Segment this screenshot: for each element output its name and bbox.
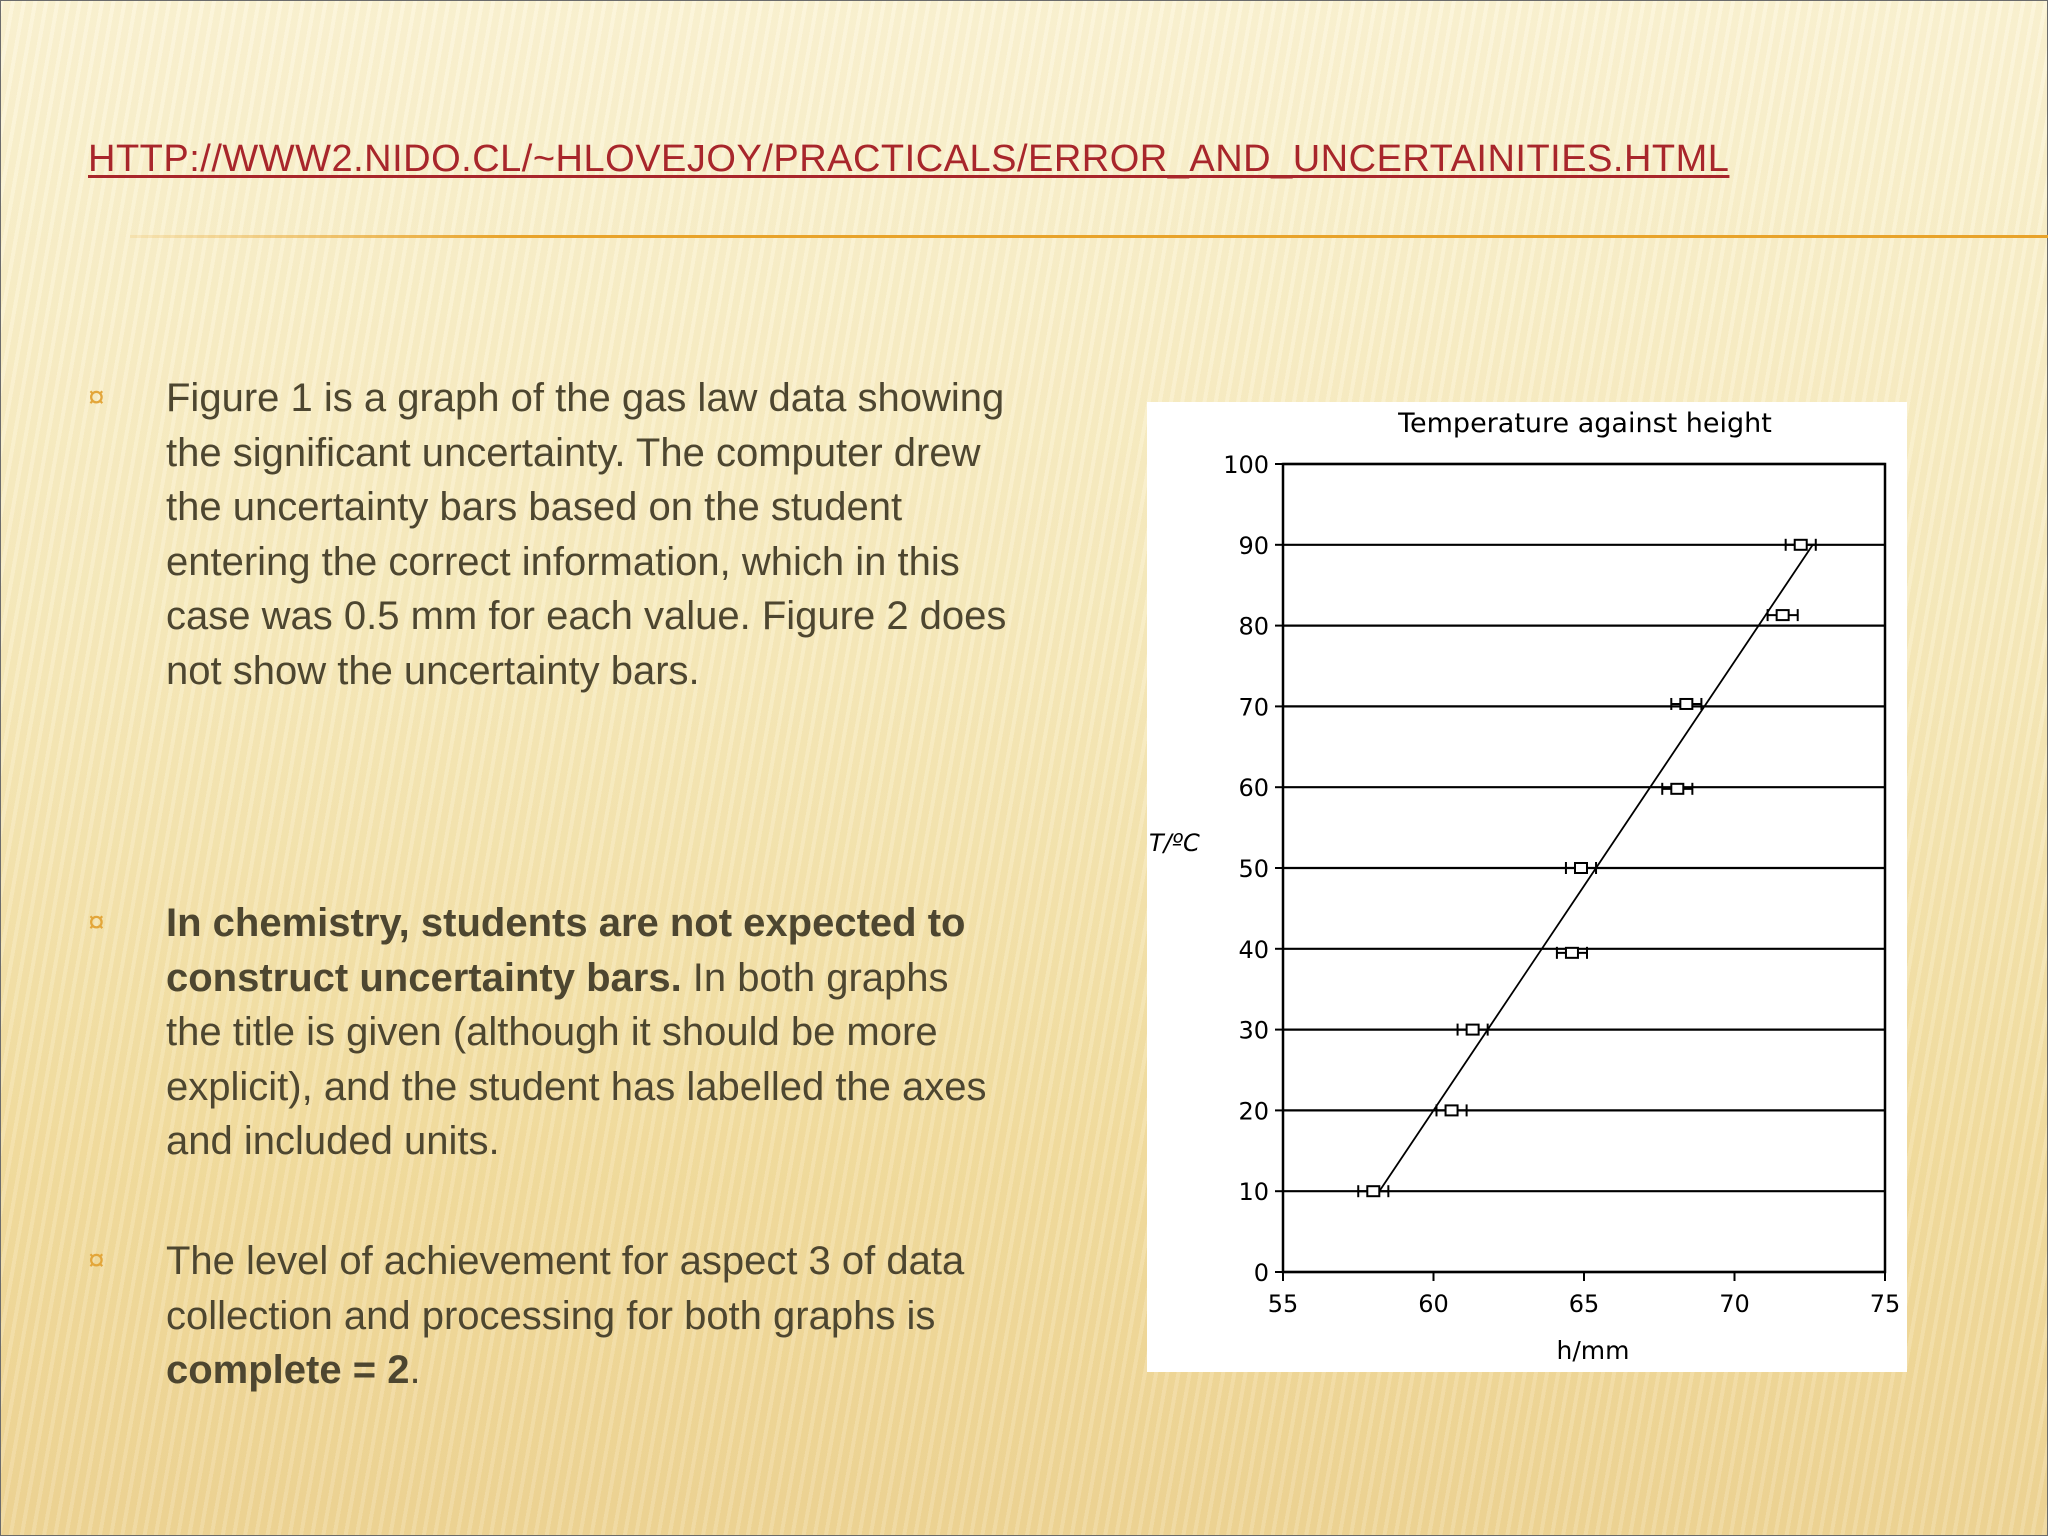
point-marker xyxy=(1777,610,1789,620)
point-marker xyxy=(1446,1105,1458,1115)
point-marker xyxy=(1671,784,1683,794)
bullet-marker-icon: ¤ xyxy=(88,1244,105,1277)
y-tick-label: 80 xyxy=(1238,612,1269,641)
x-tick-label: 55 xyxy=(1267,1290,1299,1318)
y-tick-label: 10 xyxy=(1238,1178,1269,1207)
bullet-3-text xyxy=(166,1234,1008,1398)
data-point xyxy=(1437,1104,1467,1116)
bullet-2-rest: In both graphs the title is given (although it should be more explicit), and the student has labelled the axes and included units. xyxy=(166,955,987,1163)
data-point xyxy=(1458,1024,1488,1036)
data-point xyxy=(1671,698,1701,710)
bullet-1 xyxy=(88,371,1008,698)
x-tick-label: 75 xyxy=(1869,1290,1901,1318)
point-marker xyxy=(1367,1186,1379,1196)
temperature-height-chart xyxy=(1147,402,1907,1372)
chart-panel xyxy=(1147,402,1907,1372)
bullet-marker-icon: ¤ xyxy=(88,906,105,939)
data-point xyxy=(1786,539,1816,551)
data-point xyxy=(1358,1185,1388,1197)
y-tick-label: 0 xyxy=(1253,1259,1269,1287)
y-tick-label: 70 xyxy=(1238,693,1269,722)
bullet-3-bold: complete = 2 xyxy=(166,1348,410,1392)
bullet-3 xyxy=(88,1234,1008,1398)
x-tick-label: 60 xyxy=(1418,1290,1449,1318)
point-marker xyxy=(1467,1025,1479,1035)
y-tick-label: 90 xyxy=(1238,531,1269,560)
data-point xyxy=(1662,783,1692,795)
y-tick-label: 50 xyxy=(1238,855,1269,883)
data-point xyxy=(1566,862,1596,874)
chart-title: Temperature against height xyxy=(1398,408,1772,439)
y-tick-label: 60 xyxy=(1238,774,1269,803)
x-tick-label: 70 xyxy=(1719,1290,1750,1318)
bullet-1-text: Figure 1 is a graph of the gas law data showing the significant uncertainty. The computer drew the uncertainty bars based on the student entering the correct information, which in this case was 0.5 mm for each value. Figure 2 does not show the uncertainty bars. xyxy=(166,376,1007,693)
point-marker xyxy=(1575,863,1587,873)
x-tick-label: 65 xyxy=(1568,1290,1600,1318)
chart-xlabel: h/mm xyxy=(1556,1336,1630,1365)
slide-title-link[interactable]: HTTP://WWW2.NIDO.CL/~HLOVEJOY/PRACTICALS/ERROR_AND_UNCERTAINITIES.HTML xyxy=(88,138,1730,180)
bullet-2-bold: In chemistry, students are not expected to construct uncertainty bars. xyxy=(166,901,966,1000)
title-divider xyxy=(130,235,2048,238)
y-tick-label: 30 xyxy=(1238,1016,1269,1045)
bullet-2-text xyxy=(166,896,1008,1169)
bullet-3-post: . xyxy=(409,1348,421,1392)
point-marker xyxy=(1795,540,1807,550)
y-tick-label: 100 xyxy=(1223,451,1269,479)
data-point xyxy=(1768,609,1798,621)
point-marker xyxy=(1680,699,1692,709)
bullet-marker-icon: ¤ xyxy=(88,381,105,414)
chart-ylabel: T/ºC xyxy=(1149,829,1200,857)
y-tick-label: 40 xyxy=(1238,935,1269,964)
bullet-3-pre: The level of achievement for aspect 3 of data collection and processing for both graphs is xyxy=(166,1239,965,1338)
y-tick-label: 20 xyxy=(1238,1097,1269,1126)
bullet-2 xyxy=(88,896,1008,1169)
point-marker xyxy=(1566,948,1578,958)
